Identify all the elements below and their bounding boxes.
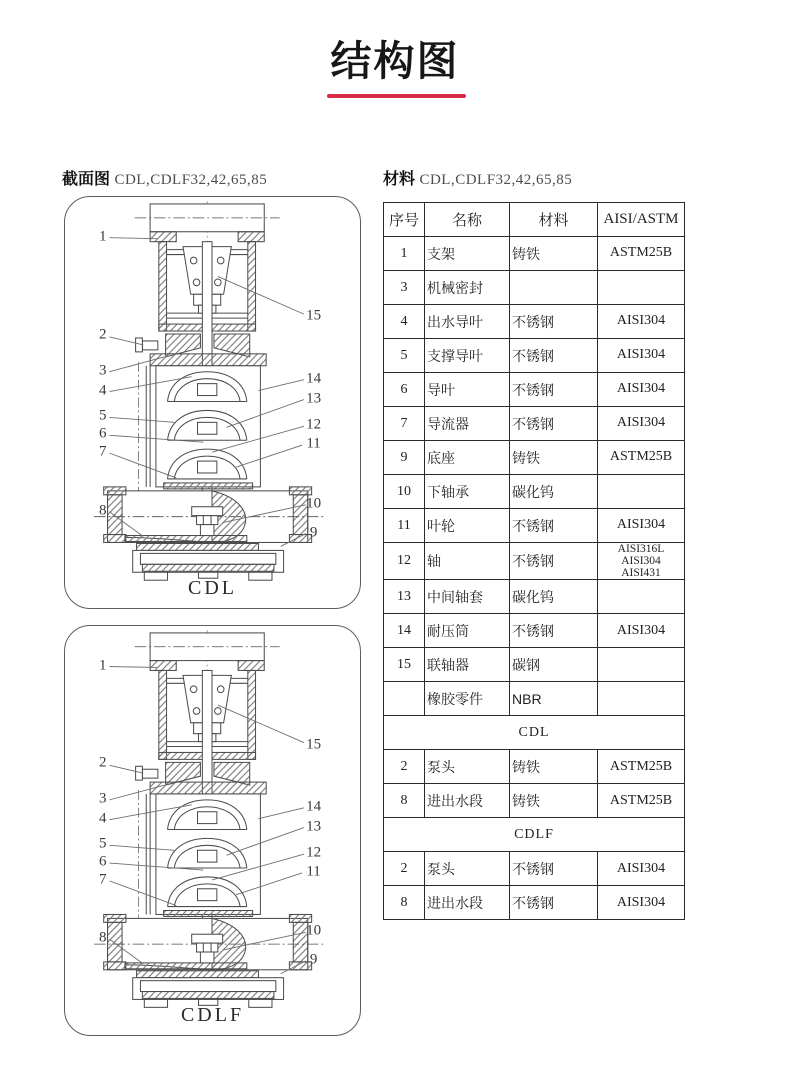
callout-label: 10 (306, 922, 322, 939)
table-cell-material: 不锈钢 (510, 509, 598, 543)
aisi-astm-line: AISI304 (616, 381, 666, 397)
table-cell-material: NBR (510, 682, 598, 716)
col-header-material: 材料 (510, 203, 598, 237)
table-cell-no: 10 (384, 475, 425, 509)
table-row (384, 509, 685, 543)
table-cell-no: 14 (384, 614, 425, 648)
table-cell-name: 中间轴套 (425, 580, 510, 614)
table-cell-aisi-astm (598, 886, 685, 920)
table-cell-aisi-astm (598, 784, 685, 818)
callout-label: 3 (98, 362, 107, 379)
table-cell-aisi-astm (598, 614, 685, 648)
table-cell-name: 橡胶零件 (425, 682, 510, 716)
table-cell-name: 联轴器 (425, 648, 510, 682)
callout-label: 2 (98, 326, 107, 343)
table-cell-no: 3 (384, 271, 425, 305)
table-cell-name: 出水导叶 (425, 305, 510, 339)
section-header-cross-section (62, 166, 267, 188)
callout-label: 12 (306, 844, 322, 861)
callout-label: 13 (306, 390, 322, 407)
table-cell-aisi-astm (598, 648, 685, 682)
table-cell-no (384, 682, 425, 716)
table-cell-aisi-astm (598, 543, 685, 580)
table-row (384, 852, 685, 886)
table-cell-material: 不锈钢 (510, 886, 598, 920)
callout-label: 6 (98, 853, 107, 870)
table-cell-aisi-astm (598, 271, 685, 305)
table-row (384, 886, 685, 920)
table-cell-name: 导流器 (425, 407, 510, 441)
callout-label: 5 (98, 407, 107, 424)
table-cell-aisi-astm (598, 305, 685, 339)
table-cell-no: 11 (384, 509, 425, 543)
table-cell-name: 泵头 (425, 750, 510, 784)
table-cell-material: 不锈钢 (510, 373, 598, 407)
table-row (384, 475, 685, 509)
table-cell-no: 6 (384, 373, 425, 407)
aisi-astm-line: AISI316L (617, 543, 665, 555)
callout-label: 11 (306, 863, 321, 880)
materials-table-wrap (383, 202, 685, 920)
table-cell-no: 9 (384, 441, 425, 475)
callout-label: 9 (309, 951, 318, 968)
table-cell-aisi-astm (598, 750, 685, 784)
table-row (384, 614, 685, 648)
aisi-astm-line: AISI304 (616, 894, 666, 910)
table-row (384, 305, 685, 339)
table-cell-no: 12 (384, 543, 425, 580)
col-header-name: 名称 (425, 203, 510, 237)
table-cell-material: 不锈钢 (510, 339, 598, 373)
section-models: CDL,CDLF32,42,65,85 (114, 172, 268, 188)
table-cell-material: 不锈钢 (510, 614, 598, 648)
section-header-materials (383, 166, 572, 188)
table-cell-aisi-astm (598, 441, 685, 475)
pump-diagram-panel-cdl (64, 196, 361, 609)
callout-label: 14 (306, 798, 322, 815)
table-cell-aisi-astm (598, 339, 685, 373)
table-row (384, 441, 685, 475)
section-label: 材料 (383, 171, 416, 188)
table-cell-material: 碳化钨 (510, 475, 598, 509)
callout-label: 7 (98, 443, 107, 460)
aisi-astm-line: ASTM25B (609, 245, 673, 261)
materials-table (383, 202, 685, 920)
table-row (384, 407, 685, 441)
callout-label: 11 (306, 435, 321, 452)
table-cell-material: 碳化钨 (510, 580, 598, 614)
table-row (384, 373, 685, 407)
diagram-caption: CDLF (180, 1004, 245, 1026)
materials-table-body (384, 237, 685, 920)
table-row (384, 716, 685, 750)
aisi-astm-line: AISI304 (616, 860, 666, 876)
aisi-astm-line: AISI304 (616, 517, 666, 533)
table-cell-name: 耐压筒 (425, 614, 510, 648)
table-cell-no: 4 (384, 305, 425, 339)
table-cell-material (510, 271, 598, 305)
callout-label: 15 (306, 307, 322, 324)
diagram-caption: CDL (188, 577, 237, 599)
table-cell-name: 进出水段 (425, 886, 510, 920)
table-cell-no: 1 (384, 237, 425, 271)
table-row (384, 750, 685, 784)
col-header-aisi-astm: AISI/ASTM (598, 203, 685, 237)
table-cell-material: 铸铁 (510, 237, 598, 271)
table-cell-no: 8 (384, 784, 425, 818)
table-cell-aisi-astm (598, 373, 685, 407)
table-cell-name: 进出水段 (425, 784, 510, 818)
table-cell-name: 机械密封 (425, 271, 510, 305)
callout-label: 1 (98, 228, 107, 245)
section-label: 截面图 (62, 171, 111, 188)
callout-label: 10 (306, 495, 322, 512)
table-cell-material: 铸铁 (510, 750, 598, 784)
callout-label: 2 (98, 754, 107, 771)
callout-label: 6 (98, 425, 107, 442)
callout-label: 1 (98, 657, 107, 674)
callout-label: 4 (98, 810, 107, 827)
table-cell-name: 下轴承 (425, 475, 510, 509)
callout-label: 7 (98, 871, 107, 888)
table-band-cell: CDLF (384, 818, 685, 852)
table-cell-no: 5 (384, 339, 425, 373)
table-row (384, 580, 685, 614)
table-cell-material: 不锈钢 (510, 305, 598, 339)
table-row (384, 339, 685, 373)
table-cell-aisi-astm (598, 475, 685, 509)
callout-label: 13 (306, 818, 322, 835)
aisi-astm-line: AISI304 (621, 555, 661, 568)
table-cell-name: 导叶 (425, 373, 510, 407)
callout-label: 12 (306, 416, 322, 433)
table-cell-material: 不锈钢 (510, 543, 598, 580)
aisi-astm-line: AISI431 (621, 567, 661, 580)
table-row (384, 682, 685, 716)
table-cell-no: 2 (384, 750, 425, 784)
table-cell-material: 铸铁 (510, 441, 598, 475)
table-cell-material: 碳钢 (510, 648, 598, 682)
table-cell-name: 叶轮 (425, 509, 510, 543)
callout-label: 5 (98, 835, 107, 852)
aisi-astm-line: ASTM25B (609, 758, 673, 774)
callout-label: 4 (98, 382, 107, 399)
table-row (384, 271, 685, 305)
callout-label: 15 (306, 736, 322, 753)
table-cell-name: 底座 (425, 441, 510, 475)
table-cell-no: 2 (384, 852, 425, 886)
table-cell-name: 轴 (425, 543, 510, 580)
table-header-row (384, 203, 685, 237)
table-cell-no: 15 (384, 648, 425, 682)
table-cell-name: 支撑导叶 (425, 339, 510, 373)
table-row (384, 648, 685, 682)
callout-label: 8 (98, 502, 107, 519)
table-cell-material: 不锈钢 (510, 407, 598, 441)
col-header-no: 序号 (384, 203, 425, 237)
callout-label: 8 (98, 929, 107, 946)
table-cell-no: 7 (384, 407, 425, 441)
table-cell-no: 8 (384, 886, 425, 920)
callout-label: 14 (306, 370, 322, 387)
aisi-astm-line: AISI304 (616, 415, 666, 431)
table-cell-aisi-astm (598, 509, 685, 543)
title-underline (327, 94, 466, 98)
table-cell-name: 支架 (425, 237, 510, 271)
table-cell-name: 泵头 (425, 852, 510, 886)
pump-diagram-panel-cdlf (64, 625, 361, 1036)
table-cell-aisi-astm (598, 852, 685, 886)
aisi-astm-line: ASTM25B (609, 449, 673, 465)
table-row (384, 784, 685, 818)
callout-label: 3 (98, 790, 107, 807)
aisi-astm-line: AISI304 (616, 313, 666, 329)
table-cell-no: 13 (384, 580, 425, 614)
callout-label: 9 (309, 524, 318, 541)
table-cell-aisi-astm (598, 237, 685, 271)
table-cell-material: 不锈钢 (510, 852, 598, 886)
table-band-cell: CDL (384, 716, 685, 750)
table-cell-aisi-astm (598, 407, 685, 441)
table-row (384, 237, 685, 271)
page-title: 结构图 (330, 38, 460, 84)
section-models: CDL,CDLF32,42,65,85 (419, 172, 573, 188)
table-row (384, 818, 685, 852)
table-cell-aisi-astm (598, 682, 685, 716)
table-row (384, 543, 685, 580)
aisi-astm-line: AISI304 (616, 347, 666, 363)
table-cell-aisi-astm (598, 580, 685, 614)
table-cell-material: 铸铁 (510, 784, 598, 818)
aisi-astm-line: AISI304 (616, 622, 666, 638)
aisi-astm-line: ASTM25B (609, 792, 673, 808)
